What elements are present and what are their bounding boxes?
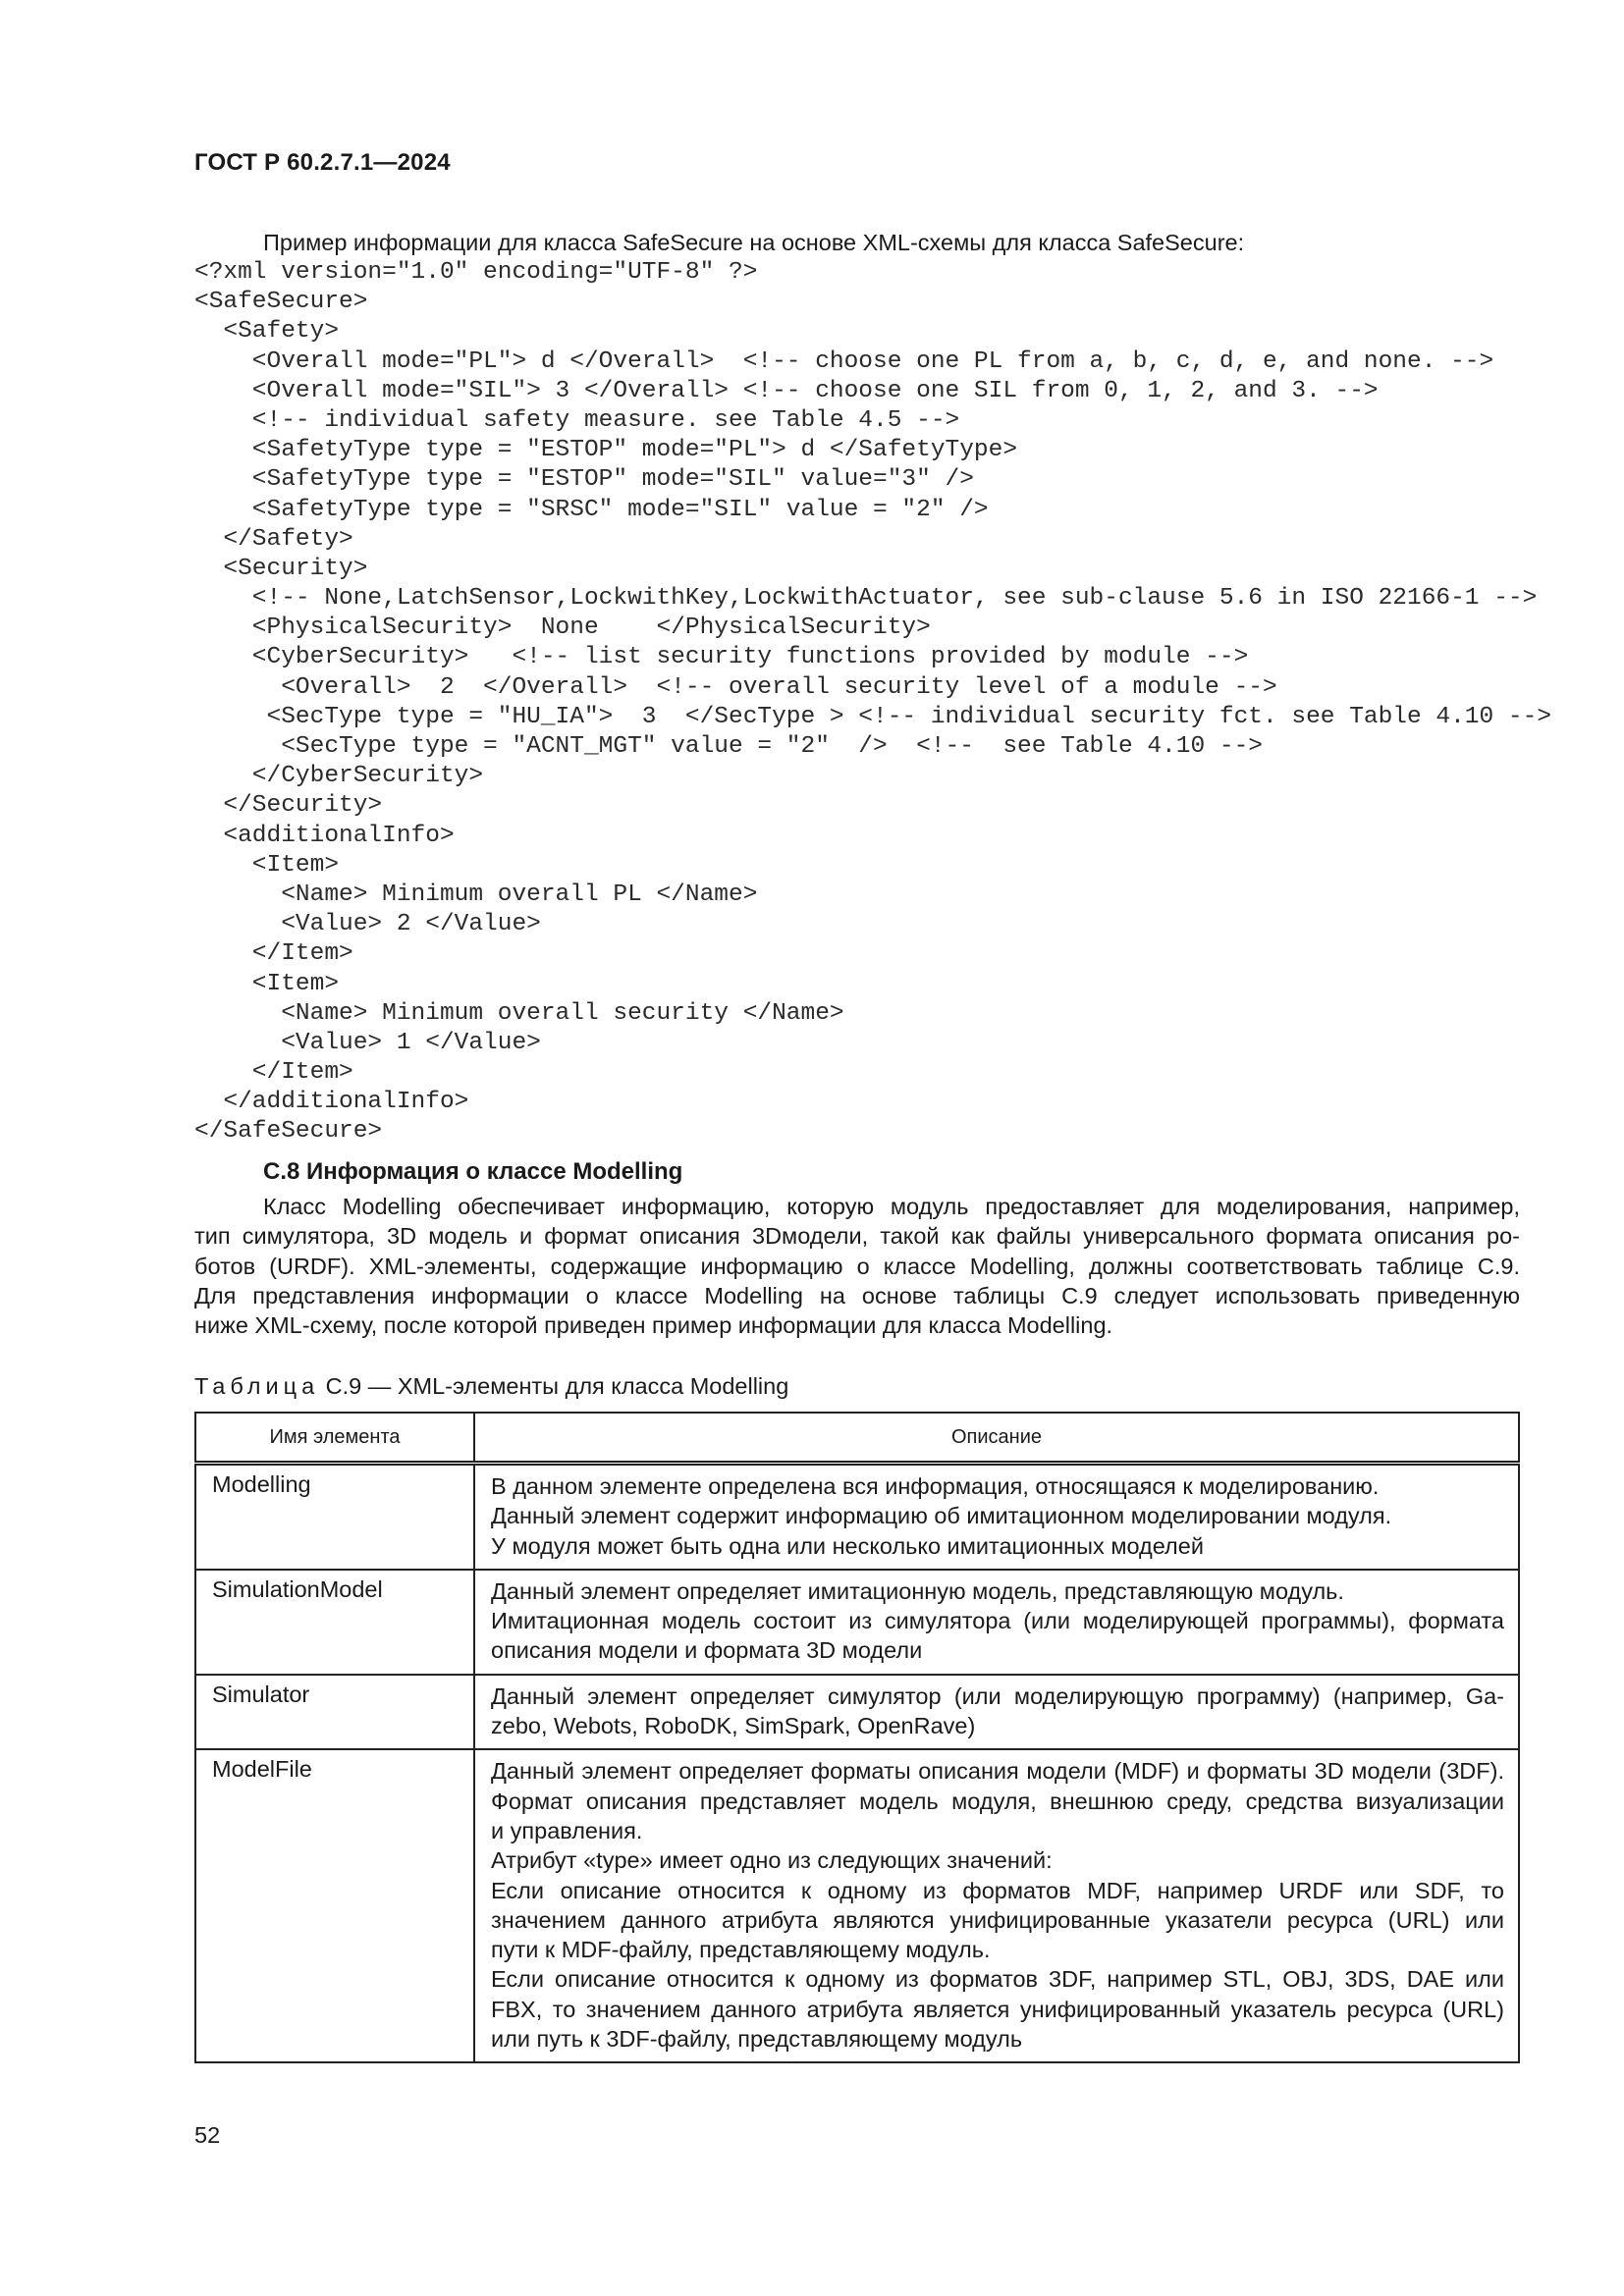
description-cell <box>474 1464 1519 1570</box>
code-line: <additionalInfo> <box>194 822 455 849</box>
description-line: значением данного атрибута являются унифицированные указатели ресурса (URL) или <box>491 1906 1504 1933</box>
table-caption <box>194 1373 788 1400</box>
table-row <box>195 1464 1519 1570</box>
element-name-cell: Simulator <box>195 1675 474 1750</box>
code-line: </Item> <box>194 1059 353 1087</box>
code-line: <?xml version="1.0" encoding="UTF-8" ?> <box>194 259 758 286</box>
code-line: <Overall> 2 </Overall> <!-- overall security level of a module --> <box>194 673 1277 701</box>
paragraph-line: тип симулятора, 3D модель и формат описания 3Dмодели, такой как файлы универсального формата описания ро- <box>194 1223 1520 1250</box>
description-line: Данный элемент определяет имитационную модель, представляющую модуль. <box>491 1577 1344 1604</box>
description-cell <box>474 1675 1519 1750</box>
description-cell <box>474 1749 1519 2062</box>
description-line: Имитационная модель состоит из симулятора (или моделирующей программы), формата <box>491 1608 1504 1634</box>
section-heading: С.8 Информация о классе Modelling <box>263 1158 683 1185</box>
code-line: <Overall mode="PL"> d </Overall> <!-- choose one PL from a, b, c, d, e, and none. --> <box>194 347 1494 375</box>
code-line: <!-- None,LatchSensor,LockwithKey,LockwithActuator, see sub-clause 5.6 in ISO 22166-1 --> <box>194 585 1538 613</box>
description-line: В данном элементе определена вся информация, относящаяся к моделированию. <box>491 1473 1380 1499</box>
code-line: <CyberSecurity> <!-- list security functions provided by module --> <box>194 644 1249 671</box>
code-line: </SafeSecure> <box>194 1118 383 1146</box>
table-header-row <box>195 1413 1519 1464</box>
code-line: <Item> <box>194 970 340 997</box>
description-line: FBX, то значением данного атрибута является унифицированный указатель ресурса (URL) <box>491 1996 1504 2022</box>
code-line: <SecType type = "HU_IA"> 3 </SecType > <!-- individual security fct. see Table 4.10 --> <box>194 703 1552 730</box>
code-line: <SafetyType type = "ESTOP" mode="SIL" value="3" /> <box>194 466 974 494</box>
code-line: <Safety> <box>194 318 340 346</box>
code-line: <Item> <box>194 851 340 879</box>
xml-code-example <box>194 258 1551 1148</box>
description-line: zebo, Webots, RoboDK, SimSpark, OpenRave) <box>491 1713 976 1739</box>
description-cell <box>474 1570 1519 1675</box>
description-line: Данный элемент определяет симулятор (или моделирующую программу) (например, Ga- <box>491 1682 1504 1709</box>
description-line: и управления. <box>491 1817 643 1843</box>
column-header-description: Описание <box>474 1413 1519 1464</box>
table-row <box>195 1749 1519 2062</box>
code-line: <!-- individual safety measure. see Table 4.5 --> <box>194 406 960 434</box>
table-row <box>195 1570 1519 1675</box>
table-caption-text: С.9 — XML-элементы для класса Modelling <box>319 1373 789 1399</box>
description-line: Если описание относится к одному из форматов 3DF, например STL, OBJ, 3DS, DAE или <box>491 1966 1504 1993</box>
paragraph-line: ботов (URDF). XML-элементы, содержащие информацию о классе Modelling, должны соответствовать таблице С.9. <box>194 1253 1520 1279</box>
description-line: Формат описания представляет модель модуля, внешнюю среду, средства визуализации <box>491 1788 1504 1814</box>
description-line: пути к MDF-файлу, представляющему модуль. <box>491 1937 991 1963</box>
code-line: <SafetyType type = "ESTOP" mode="PL"> d </SafetyType> <box>194 437 1018 464</box>
table-caption-label: Таблица <box>194 1373 320 1399</box>
paragraph-line: Для представления информации о классе Modelling на основе таблицы С.9 следует использовать приведенную <box>194 1282 1520 1308</box>
document-id-header: ГОСТ Р 60.2.7.1—2024 <box>194 149 451 176</box>
description-line: описания модели и формата 3D модели <box>491 1637 923 1664</box>
code-line: <Overall mode="SIL"> 3 </Overall> <!-- choose one SIL from 0, 1, 2, and 3. --> <box>194 377 1379 404</box>
code-line: </CyberSecurity> <box>194 763 484 790</box>
modelling-elements-table <box>194 1412 1520 2063</box>
code-line: </Item> <box>194 940 353 968</box>
code-line: </Safety> <box>194 525 353 553</box>
description-line: Если описание относится к одному из форматов MDF, например URDF или SDF, то <box>491 1877 1504 1903</box>
code-line: <SafeSecure> <box>194 289 368 316</box>
description-line: или путь к 3DF-файлу, представляющему модуль <box>491 2026 1023 2053</box>
description-line: Атрибут «type» имеет одно из следующих значений: <box>491 1847 1053 1874</box>
section-paragraph <box>194 1192 1520 1340</box>
code-line: <Name> Minimum overall PL </Name> <box>194 881 758 908</box>
paragraph-line: ниже XML-схему, после которой приведен пример информации для класса Modelling. <box>194 1312 1113 1339</box>
description-line: Данный элемент содержит информацию об имитационном моделировании модуля. <box>491 1503 1392 1529</box>
code-line: <SafetyType type = "SRSC" mode="SIL" value = "2" /> <box>194 496 989 523</box>
description-line: Данный элемент определяет форматы описания модели (MDF) и форматы 3D модели (3DF). <box>491 1758 1504 1785</box>
code-line: <PhysicalSecurity> None </PhysicalSecurity> <box>194 614 931 642</box>
paragraph-line: Класс Modelling обеспечивает информацию, которую модуль предоставляет для моделирования, например, <box>263 1194 1520 1219</box>
code-line: </additionalInfo> <box>194 1089 469 1116</box>
code-line: <Name> Minimum overall security </Name> <box>194 999 844 1027</box>
example-intro-text: Пример информации для класса SafeSecure на основе XML-схемы для класса SafeSecure: <box>263 230 1245 255</box>
element-name-cell: ModelFile <box>195 1749 474 2062</box>
code-line: <Security> <box>194 555 368 582</box>
element-name-cell: Modelling <box>195 1464 474 1570</box>
code-line: <Value> 1 </Value> <box>194 1029 541 1056</box>
code-line: <SecType type = "ACNT_MGT" value = "2" /> <!-- see Table 4.10 --> <box>194 733 1263 760</box>
code-line: <Value> 2 </Value> <box>194 911 541 938</box>
table-row <box>195 1675 1519 1750</box>
element-name-cell: SimulationModel <box>195 1570 474 1675</box>
column-header-element-name: Имя элемента <box>195 1413 474 1464</box>
code-line: </Security> <box>194 792 383 820</box>
page-number: 52 <box>194 2122 221 2148</box>
description-line: У модуля может быть одна или несколько имитационных моделей <box>491 1532 1204 1559</box>
